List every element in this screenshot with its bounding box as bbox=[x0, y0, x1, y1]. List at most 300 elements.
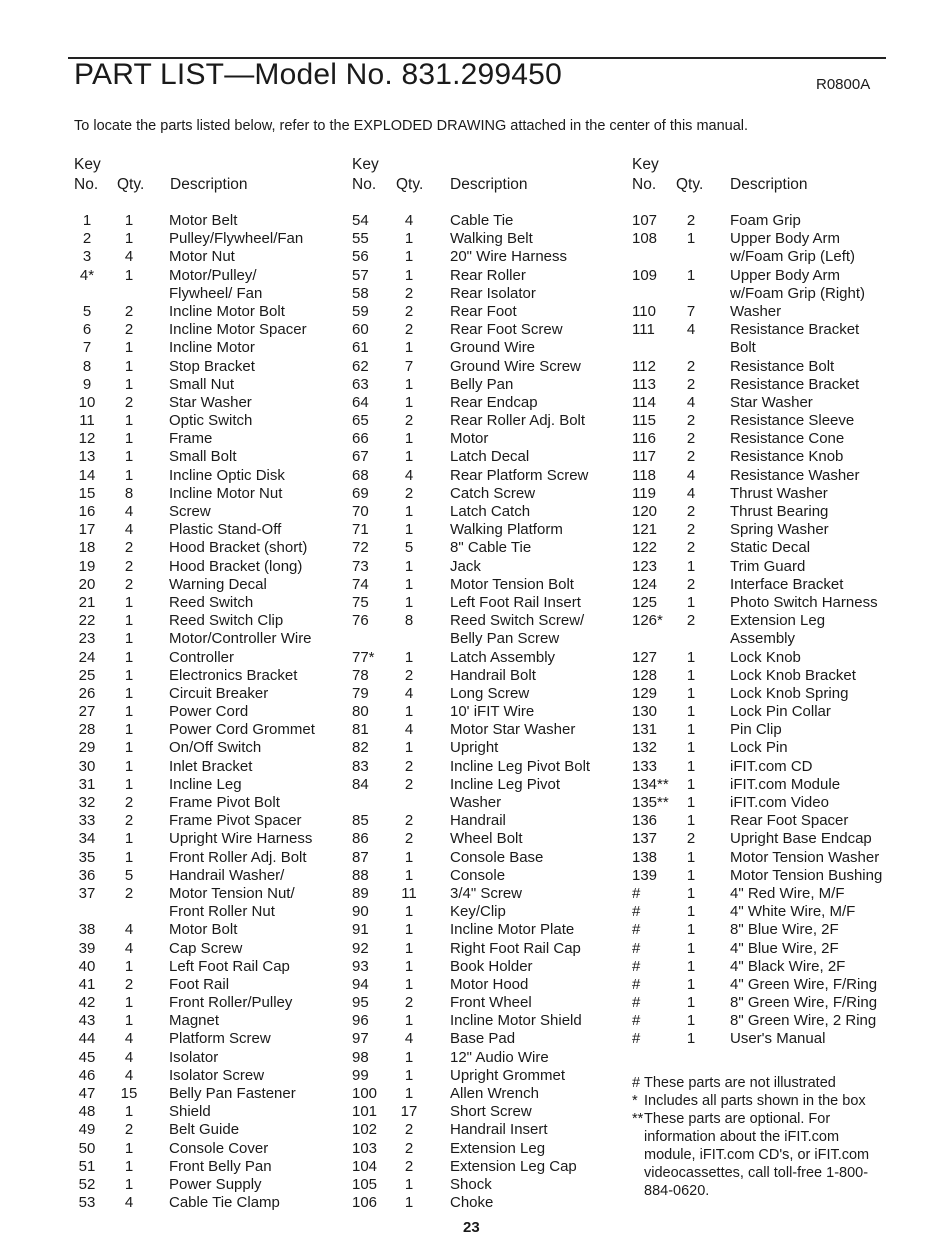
part-key: 6 bbox=[82, 321, 92, 339]
part-key: 34 bbox=[78, 830, 96, 848]
part-description: Ground Wire Screw bbox=[450, 357, 581, 375]
part-key: 65 bbox=[352, 412, 369, 430]
part-key: 12 bbox=[78, 430, 96, 448]
part-description: 8" Blue Wire, 2F bbox=[730, 921, 839, 939]
table-row bbox=[74, 448, 344, 466]
part-qty: 1 bbox=[124, 648, 134, 666]
part-description: Motor Belt bbox=[169, 212, 238, 229]
part-description: Latch Assembly bbox=[450, 648, 556, 666]
part-description: Motor/Pulley/ bbox=[169, 266, 257, 284]
part-qty: 2 bbox=[404, 302, 414, 320]
part-key: 51 bbox=[78, 1157, 96, 1175]
part-qty: 1 bbox=[686, 230, 696, 248]
part-qty: 1 bbox=[686, 921, 696, 939]
part-description: Walking Platform bbox=[450, 521, 563, 539]
table-row bbox=[74, 903, 344, 921]
part-qty: 1 bbox=[404, 921, 414, 939]
part-description: Extension Leg bbox=[730, 612, 826, 630]
table-row bbox=[352, 1158, 624, 1176]
page-number: 23 bbox=[463, 1219, 480, 1236]
part-qty: 2 bbox=[404, 994, 414, 1012]
part-key: 81 bbox=[352, 721, 369, 739]
part-description: Platform Screw bbox=[169, 1030, 271, 1048]
table-row bbox=[352, 721, 624, 739]
part-key: 111 bbox=[632, 321, 655, 339]
part-key: 61 bbox=[352, 339, 369, 357]
part-description: Photo Switch Harness bbox=[730, 593, 878, 611]
part-key: 122 bbox=[632, 539, 658, 557]
part-key: 63 bbox=[352, 375, 369, 393]
part-description: Motor bbox=[450, 430, 489, 448]
part-description: Resistance Cone bbox=[730, 430, 845, 448]
part-description: Resistance Washer bbox=[730, 466, 860, 484]
parts-column-2 bbox=[352, 156, 624, 1212]
part-description: Incline Leg Pivot bbox=[450, 775, 561, 793]
description-label: Description bbox=[730, 176, 808, 193]
part-description: Inlet Bracket bbox=[169, 757, 253, 775]
table-row bbox=[632, 339, 894, 357]
part-key: 4* bbox=[79, 266, 95, 284]
part-key: 84 bbox=[352, 775, 369, 793]
part-key: 53 bbox=[78, 1194, 96, 1212]
part-qty: 2 bbox=[404, 284, 414, 302]
table-row bbox=[632, 867, 894, 885]
part-description: Extension Leg bbox=[450, 1139, 546, 1157]
part-qty: 4 bbox=[686, 484, 696, 502]
part-qty: 1 bbox=[404, 1085, 414, 1102]
part-key: 106 bbox=[352, 1194, 378, 1212]
part-qty: 2 bbox=[124, 975, 134, 993]
part-key: 73 bbox=[352, 557, 369, 575]
part-key: 136 bbox=[632, 812, 658, 830]
part-qty: 1 bbox=[404, 503, 414, 520]
table-row bbox=[352, 830, 624, 848]
part-qty: 2 bbox=[124, 794, 134, 811]
part-description: w/Foam Grip (Right) bbox=[730, 284, 866, 302]
part-qty: 1 bbox=[404, 393, 414, 411]
part-qty: 1 bbox=[124, 412, 134, 430]
part-key: # bbox=[632, 975, 641, 993]
footnote bbox=[632, 1092, 894, 1110]
table-row bbox=[352, 430, 624, 448]
part-key: 108 bbox=[632, 230, 658, 248]
table-row bbox=[74, 921, 344, 939]
table-row bbox=[632, 758, 894, 776]
table-row bbox=[74, 1194, 344, 1212]
part-qty: 1 bbox=[124, 757, 134, 775]
part-qty: 1 bbox=[686, 557, 696, 575]
part-key: 5 bbox=[82, 302, 92, 320]
part-key: 22 bbox=[78, 612, 96, 630]
table-row bbox=[632, 430, 894, 448]
part-qty: 8 bbox=[404, 612, 414, 630]
part-description: Isolator bbox=[169, 1048, 219, 1066]
part-key: 68 bbox=[352, 466, 369, 484]
part-description: Power Cord Grommet bbox=[169, 721, 315, 739]
table-row bbox=[74, 576, 344, 594]
part-key: # bbox=[632, 939, 641, 957]
part-qty: 1 bbox=[686, 994, 696, 1012]
part-qty: 1 bbox=[404, 1012, 414, 1030]
part-key: 121 bbox=[632, 521, 658, 539]
table-row bbox=[74, 721, 344, 739]
document-code: R0800A bbox=[816, 76, 871, 93]
table-row bbox=[352, 1140, 624, 1158]
table-row bbox=[352, 558, 624, 576]
part-key: 7 bbox=[82, 339, 92, 357]
part-key: 110 bbox=[632, 302, 656, 320]
part-key: 92 bbox=[352, 939, 369, 957]
part-key: 38 bbox=[78, 921, 96, 939]
part-qty: 2 bbox=[404, 666, 414, 684]
table-row bbox=[352, 576, 624, 594]
part-qty: 2 bbox=[124, 393, 134, 411]
table-row bbox=[352, 812, 624, 830]
table-row bbox=[74, 685, 344, 703]
table-row bbox=[74, 812, 344, 830]
table-row bbox=[352, 339, 624, 357]
part-qty: 2 bbox=[124, 1121, 134, 1139]
part-qty: 7 bbox=[404, 357, 414, 375]
table-row bbox=[74, 303, 344, 321]
part-description: Incline Motor bbox=[169, 339, 255, 357]
part-key: 102 bbox=[352, 1121, 378, 1139]
part-description: Pin Clip bbox=[730, 721, 782, 739]
table-row bbox=[632, 994, 894, 1012]
table-row bbox=[352, 394, 624, 412]
table-row bbox=[74, 467, 344, 485]
part-qty: 1 bbox=[124, 775, 134, 793]
part-key: 64 bbox=[352, 393, 369, 411]
table-row bbox=[352, 230, 624, 248]
part-description: 4" Blue Wire, 2F bbox=[730, 939, 839, 957]
part-key: 119 bbox=[632, 484, 656, 502]
part-qty: 4 bbox=[124, 1030, 134, 1048]
table-row bbox=[74, 885, 344, 903]
part-qty: 2 bbox=[404, 775, 414, 793]
part-qty: 1 bbox=[404, 1194, 414, 1212]
part-description: Console Base bbox=[450, 848, 544, 866]
part-key: 100 bbox=[352, 1085, 378, 1102]
part-key: 77* bbox=[352, 648, 375, 666]
part-qty: 1 bbox=[686, 684, 696, 702]
part-description: Allen Wrench bbox=[450, 1085, 539, 1102]
table-row bbox=[632, 394, 894, 412]
part-qty: 1 bbox=[686, 848, 696, 866]
part-key: 117 bbox=[632, 448, 656, 466]
table-row bbox=[74, 321, 344, 339]
part-qty: 2 bbox=[124, 884, 134, 902]
part-description: Reed Switch Screw/ bbox=[450, 612, 585, 630]
part-key: # bbox=[632, 884, 641, 902]
part-description: Motor Tension Bushing bbox=[730, 866, 883, 884]
part-description: Motor Tension Washer bbox=[730, 848, 880, 866]
table-row bbox=[74, 649, 344, 667]
part-key: 2 bbox=[82, 230, 92, 248]
part-key: 29 bbox=[78, 739, 96, 757]
part-description: Electronics Bracket bbox=[169, 666, 298, 684]
part-key: 82 bbox=[352, 739, 369, 757]
part-description: 20" Wire Harness bbox=[450, 248, 568, 266]
table-row bbox=[632, 794, 894, 812]
part-description: Thrust Washer bbox=[730, 484, 828, 502]
part-description: 12" Audio Wire bbox=[450, 1048, 549, 1066]
table-row bbox=[74, 358, 344, 376]
part-qty: 1 bbox=[404, 430, 414, 448]
part-description: Stop Bracket bbox=[169, 357, 255, 375]
part-key: 66 bbox=[352, 430, 369, 448]
table-row bbox=[632, 1012, 894, 1030]
part-description: Incline Leg bbox=[169, 775, 242, 793]
parts-rows bbox=[352, 212, 624, 1212]
part-key: 24 bbox=[78, 648, 96, 666]
part-description: Resistance Bracket bbox=[730, 321, 860, 339]
part-key: 36 bbox=[78, 866, 96, 884]
part-qty: 1 bbox=[124, 375, 134, 393]
table-row bbox=[74, 558, 344, 576]
part-qty: 1 bbox=[404, 266, 414, 284]
part-qty: 1 bbox=[124, 721, 134, 739]
part-description: Power Cord bbox=[169, 703, 249, 721]
part-key: 128 bbox=[632, 666, 658, 684]
part-description: Rear Roller Adj. Bolt bbox=[450, 412, 586, 430]
part-key: 58 bbox=[352, 284, 369, 302]
table-row bbox=[632, 212, 894, 230]
part-key: 45 bbox=[78, 1048, 96, 1066]
part-description: Front Roller/Pulley bbox=[169, 994, 293, 1012]
part-qty: 2 bbox=[686, 430, 696, 448]
part-description: Reed Switch Clip bbox=[169, 612, 284, 630]
part-description: Hood Bracket (long) bbox=[169, 557, 303, 575]
table-row bbox=[352, 794, 624, 812]
part-qty: 4 bbox=[404, 212, 414, 229]
part-qty: 1 bbox=[404, 248, 414, 266]
part-qty: 17 bbox=[400, 1103, 418, 1121]
table-row bbox=[352, 612, 624, 630]
part-qty: 1 bbox=[124, 448, 134, 466]
part-description: Trim Guard bbox=[730, 557, 806, 575]
part-qty: 1 bbox=[404, 557, 414, 575]
footnotes bbox=[632, 1074, 894, 1200]
key-label: Key bbox=[352, 156, 379, 173]
description-label: Description bbox=[170, 176, 248, 193]
part-key: 115 bbox=[632, 412, 656, 430]
part-description: Frame bbox=[169, 430, 213, 448]
part-qty: 1 bbox=[124, 593, 134, 611]
part-key: 126* bbox=[632, 612, 663, 630]
part-description: Frame Pivot Spacer bbox=[169, 812, 302, 830]
table-row bbox=[74, 794, 344, 812]
table-row bbox=[632, 739, 894, 757]
table-row bbox=[74, 630, 344, 648]
table-row bbox=[74, 958, 344, 976]
part-key: 97 bbox=[352, 1030, 369, 1048]
part-description: Left Foot Rail Insert bbox=[450, 593, 581, 611]
part-key: 114 bbox=[632, 393, 656, 411]
part-qty: 2 bbox=[686, 412, 696, 430]
part-qty: 2 bbox=[686, 503, 696, 520]
table-row bbox=[74, 612, 344, 630]
part-key: 17 bbox=[78, 521, 96, 539]
table-row bbox=[74, 485, 344, 503]
part-description: Controller bbox=[169, 648, 235, 666]
table-row bbox=[74, 521, 344, 539]
table-row bbox=[74, 594, 344, 612]
table-row bbox=[352, 649, 624, 667]
parts-column-1 bbox=[74, 156, 344, 1212]
part-description: Console bbox=[450, 866, 506, 884]
part-key: 46 bbox=[78, 1066, 96, 1084]
part-description: Star Washer bbox=[730, 393, 813, 411]
part-qty: 1 bbox=[124, 212, 134, 229]
part-description: Lock Knob Bracket bbox=[730, 666, 856, 684]
table-row bbox=[632, 830, 894, 848]
part-description: Cable Tie bbox=[450, 212, 514, 229]
part-key: 125 bbox=[632, 593, 658, 611]
part-key: 41 bbox=[78, 975, 96, 993]
part-description: Reed Switch bbox=[169, 593, 254, 611]
part-description: Power Supply bbox=[169, 1175, 262, 1193]
key-label: Key bbox=[74, 156, 101, 173]
part-qty: 1 bbox=[686, 975, 696, 993]
part-description: Rear Foot bbox=[450, 302, 517, 320]
part-qty: 1 bbox=[404, 939, 414, 957]
part-description: Choke bbox=[450, 1194, 494, 1212]
part-key: 86 bbox=[352, 830, 369, 848]
table-row bbox=[352, 885, 624, 903]
part-description: 8" Green Wire, F/Ring bbox=[730, 994, 878, 1012]
table-row bbox=[632, 721, 894, 739]
part-key: 132 bbox=[632, 739, 658, 757]
part-key: 21 bbox=[78, 593, 96, 611]
part-key: 112 bbox=[632, 357, 656, 375]
part-key: 120 bbox=[632, 503, 658, 520]
part-description: Upright Wire Harness bbox=[169, 830, 313, 848]
table-row bbox=[632, 230, 894, 248]
table-row bbox=[632, 376, 894, 394]
table-row bbox=[352, 703, 624, 721]
part-description: iFIT.com Video bbox=[730, 794, 829, 811]
page-title: PART LIST—Model No. 831.299450 bbox=[74, 58, 562, 91]
table-row bbox=[352, 503, 624, 521]
column-header bbox=[74, 156, 344, 212]
no-label: No. bbox=[74, 176, 99, 193]
part-qty: 4 bbox=[124, 1048, 134, 1066]
part-key: 88 bbox=[352, 866, 369, 884]
part-qty: 2 bbox=[404, 412, 414, 430]
table-row bbox=[352, 685, 624, 703]
part-key: 13 bbox=[78, 448, 96, 466]
qty-label: Qty. bbox=[396, 176, 424, 193]
table-row bbox=[74, 976, 344, 994]
part-qty: 2 bbox=[124, 302, 134, 320]
part-key: 109 bbox=[632, 266, 658, 284]
column-header bbox=[352, 156, 624, 212]
part-qty: 1 bbox=[686, 794, 696, 811]
part-qty: 1 bbox=[124, 1157, 134, 1175]
part-key: 96 bbox=[352, 1012, 369, 1030]
table-row bbox=[632, 539, 894, 557]
part-key: 107 bbox=[632, 212, 658, 229]
table-row bbox=[352, 303, 624, 321]
part-description: Motor/Controller Wire bbox=[169, 630, 312, 648]
table-row bbox=[632, 1030, 894, 1048]
part-description: Optic Switch bbox=[169, 412, 253, 430]
part-key: 49 bbox=[78, 1121, 96, 1139]
parts-rows bbox=[74, 212, 344, 1212]
part-qty: 2 bbox=[404, 757, 414, 775]
part-qty: 1 bbox=[124, 1139, 134, 1157]
table-row bbox=[74, 376, 344, 394]
table-row bbox=[352, 1085, 624, 1103]
part-qty: 1 bbox=[404, 1066, 414, 1084]
footnote bbox=[632, 1110, 894, 1200]
part-description: iFIT.com CD bbox=[730, 757, 813, 775]
part-qty: 1 bbox=[124, 830, 134, 848]
part-description: Star Washer bbox=[169, 393, 252, 411]
part-description: Lock Knob bbox=[730, 648, 801, 666]
part-description: Short Screw bbox=[450, 1103, 532, 1121]
part-description: Static Decal bbox=[730, 539, 811, 557]
footnote bbox=[632, 1074, 894, 1092]
part-qty: 1 bbox=[686, 703, 696, 721]
part-description: Belly Pan Screw bbox=[450, 630, 560, 648]
table-row bbox=[352, 412, 624, 430]
part-description: Cap Screw bbox=[169, 939, 243, 957]
part-description: Right Foot Rail Cap bbox=[450, 939, 581, 957]
part-description: Console Cover bbox=[169, 1139, 269, 1157]
table-row bbox=[352, 1012, 624, 1030]
part-qty: 5 bbox=[404, 539, 414, 557]
part-key: 69 bbox=[352, 484, 369, 502]
part-qty: 1 bbox=[124, 339, 134, 357]
part-qty: 1 bbox=[124, 994, 134, 1012]
part-qty: 1 bbox=[124, 1012, 134, 1030]
part-description: Resistance Knob bbox=[730, 448, 844, 466]
part-qty: 5 bbox=[124, 866, 134, 884]
part-key: 10 bbox=[78, 393, 96, 411]
part-key: 57 bbox=[352, 266, 369, 284]
part-key: 56 bbox=[352, 248, 369, 266]
part-qty: 4 bbox=[404, 721, 414, 739]
table-row bbox=[352, 758, 624, 776]
part-qty: 2 bbox=[404, 812, 414, 830]
part-description: Extension Leg Cap bbox=[450, 1157, 577, 1175]
part-description: Upper Body Arm bbox=[730, 230, 841, 248]
table-row bbox=[352, 521, 624, 539]
part-key: 15 bbox=[78, 484, 96, 502]
part-description: Foam Grip bbox=[730, 212, 801, 229]
part-description: Upper Body Arm bbox=[730, 266, 841, 284]
table-row bbox=[352, 849, 624, 867]
table-row bbox=[632, 321, 894, 339]
part-description: 4" Black Wire, 2F bbox=[730, 957, 846, 975]
part-key: 39 bbox=[78, 939, 96, 957]
table-row bbox=[632, 558, 894, 576]
table-row bbox=[632, 267, 894, 285]
part-description: Front Roller Nut bbox=[169, 903, 275, 921]
part-description: Long Screw bbox=[450, 684, 530, 702]
table-row bbox=[352, 248, 624, 266]
part-description: Flywheel/ Fan bbox=[169, 284, 263, 302]
part-qty: 1 bbox=[124, 666, 134, 684]
part-qty: 1 bbox=[124, 684, 134, 702]
part-qty: 4 bbox=[404, 684, 414, 702]
part-key: 94 bbox=[352, 975, 369, 993]
part-qty: 1 bbox=[404, 866, 414, 884]
part-key: 1 bbox=[82, 212, 92, 229]
part-key: 139 bbox=[632, 866, 658, 884]
